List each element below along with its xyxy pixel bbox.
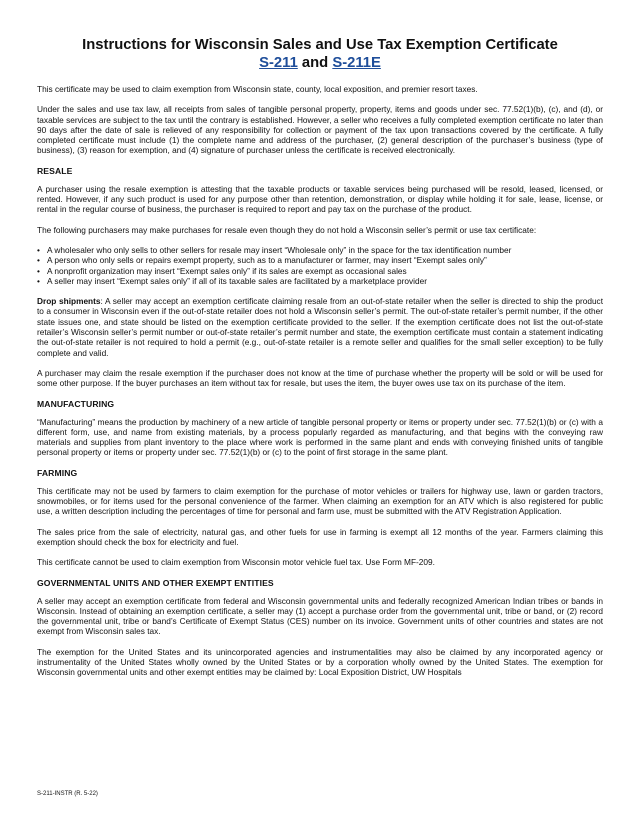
manufacturing-heading: MANUFACTURING bbox=[37, 398, 115, 409]
farming-paragraph-1: This certificate may not be used by farmers to claim exemption for the purchase of motor vehicles or trailers for highway use, lawn or garden tractors, snowmobiles, or for items used for the personal convenience of the farmer. When claiming an exemption for an ATV which is also registered for public use, a written description including the percentages of time for personal and farm use, must be submitted with the ATV Registration Application. bbox=[37, 485, 603, 517]
intro-paragraph-1: This certificate may be used to claim exemption from Wisconsin state, county, local exposition, and premier resort taxes. bbox=[37, 84, 478, 94]
government-paragraph-2: The exemption for the United States and its unincorporated agencies and instrumentalities may also be claimed by any incorporated agency or instrumentality of the United States wholly owned by the United States or by a corporation wholly owned by the United States. The exemption for Wisconsin governmental units and other exempt entities may be claimed by: Local Exposition District, UW Hospitals bbox=[37, 646, 603, 678]
drop-shipments-paragraph bbox=[37, 296, 603, 358]
list-item bbox=[37, 266, 603, 276]
list-item bbox=[37, 245, 603, 255]
title-line1: Instructions for Wisconsin Sales and Use Tax Exemption Certificate bbox=[82, 37, 558, 53]
farming-paragraph-3: This certificate cannot be used to claim exemption from Wisconsin motor vehicle fuel tax. Use Form MF-209. bbox=[37, 557, 435, 568]
bullet-icon: • bbox=[37, 265, 40, 276]
bullet-icon: • bbox=[37, 275, 40, 286]
resale-bullet-list bbox=[37, 245, 603, 286]
list-item-text: A wholesaler who only sells to other sellers for resale may insert “Wholesale only” in the space for the tax identification number bbox=[47, 244, 512, 255]
document-page bbox=[37, 36, 603, 678]
list-item bbox=[37, 255, 603, 265]
government-paragraph-1: A seller may accept an exemption certificate from federal and Wisconsin governmental units and federally recognized American Indian tribes or bands in Wisconsin. Instead of obtaining an exemption certificate, a seller may (1) accept a purchase order from the governmental unit, tribe or band, or (2) record the governmental unit, tribe or band’s Certificate of Exempt Status (CES) number on its invoice. Government units of other countries and states are not exempt from Wisconsin sales tax. bbox=[37, 595, 603, 637]
s211e-link[interactable]: S-211E bbox=[332, 55, 381, 71]
bullet-icon: • bbox=[37, 244, 40, 255]
farming-heading: FARMING bbox=[37, 467, 78, 478]
list-item-text: A seller may insert “Exempt sales only” if all of its taxable sales are facilitated by a marketplace provider bbox=[47, 275, 427, 286]
list-item-text: A nonprofit organization may insert “Exempt sales only” if its sales are exempt as occasional sales bbox=[47, 265, 407, 276]
resale-paragraph-2: The following purchasers may make purchases for resale even though they do not hold a Wisconsin seller’s permit or use tax certificate: bbox=[37, 224, 537, 235]
title-and: and bbox=[297, 55, 333, 71]
manufacturing-paragraph: “Manufacturing” means the production by machinery of a new article of tangible personal property or items or property under sec. 77.52(1)(b) or (c) with a different form, use, and name from existing materials, by a process popularly regarded as manufacturing, and that begins with the conveying raw materials and supplies from plant inventory to the place where work is performed in the same plant and ends with conveying finished units of tangible personal property or items or property under sec. 77.52(1)(b) or (c) to the point of first storage in the same plant. bbox=[37, 416, 603, 458]
resale-heading: RESALE bbox=[37, 165, 73, 176]
intro-paragraph-2: Under the sales and use tax law, all receipts from sales of tangible personal property, property, items and goods under sec. 77.52(1)(b), (c), and (d), or taxable services are subject to the tax until the contrary is established. However, a seller who receives a fully completed exemption certificate no later than 90 days after the date of sale is relieved of any responsibility for collection or payment of the tax upon transactions covered by the certificate. A fully completed certificate must include (1) the complete name and address of the purchaser, (2) general description of the purchaser’s business (type of business), (3) reason for exemption, and (4) signature of purchaser unless the certificate is received electronically. bbox=[37, 104, 603, 156]
drop-shipments-label: Drop shipments bbox=[37, 296, 101, 307]
page-title bbox=[37, 36, 603, 72]
bullet-icon: • bbox=[37, 255, 40, 266]
resale-paragraph-1: A purchaser using the resale exemption is attesting that the taxable products or taxable services being purchased will be resold, leased, licensed, or rented. However, if any such product is used for any purpose other than retention, demonstration, or display while holding it for sale, lease, license, or rental in the regular course of business, the purchaser is required to report and pay tax on the purchase of the product. bbox=[37, 183, 603, 215]
s211-link[interactable]: S-211 bbox=[259, 55, 298, 71]
form-footer-id: S-211-INSTR (R. 5-22) bbox=[37, 791, 98, 797]
resale-paragraph-3: A purchaser may claim the resale exemption if the purchaser does not know at the time of purchase whether the property will be sold or will be used for some other purpose. If the buyer purchases an item without tax for resale, but uses the item, the buyer owes use tax on its purchase of the item. bbox=[37, 367, 603, 389]
list-item-text: A person who only sells or repairs exempt property, such as to a manufacturer or farmer, may insert “Exempt sales only” bbox=[47, 255, 487, 266]
drop-shipments-text: : A seller may accept an exemption certificate claiming resale from an out-of-state retailer when the seller is directed to ship the product to a consumer in Wisconsin even if the out-of-state retailer does not hold a Wisconsin seller’s permit. The out-of-state retailer’s permit number, if the other state issues one, and state should be listed on the exemption certificate provided to the seller. If the exemption certificate does not list the out-of-state retailer’s Wisconsin seller’s permit number or out-of-state retailer’s permit number and state, the exemption certificate must contain a statement indicating the out-of-state retailer is not required to hold a permit (e.g., out-of-state retailer is a remote seller and qualifies for the small seller exception) to be fully complete and valid. bbox=[37, 296, 604, 358]
list-item bbox=[37, 276, 603, 286]
farming-paragraph-2: The sales price from the sale of electricity, natural gas, and other fuels for use in farming is exempt all 12 months of the year. Farmers claiming this exemption should check the box for electricity and fuel. bbox=[37, 526, 603, 547]
government-heading: GOVERNMENTAL UNITS AND OTHER EXEMPT ENTITIES bbox=[37, 577, 274, 588]
